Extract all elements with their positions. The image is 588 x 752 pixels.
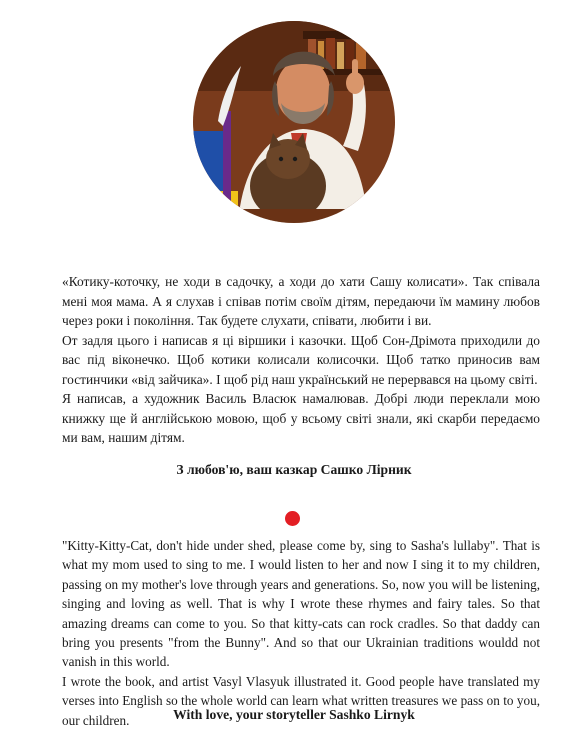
- storyteller-with-cat-photo-icon: [193, 21, 395, 223]
- english-signature: With love, your storyteller Sashko Lirnyk: [173, 707, 415, 722]
- red-divider-dot: [285, 511, 300, 526]
- english-paragraph-2: I wrote the book, and artist Vasyl Vlasyuk illustrated it. Good people have translated my verses into English so the whole world can learn what written treasures we pass on to you, our children.: [62, 673, 540, 728]
- ukrainian-signature: З любов'ю, ваш казкар Сашко Лірник: [176, 462, 412, 477]
- english-paragraph-1: "Kitty-Kitty-Cat, don't hide under shed, please come by, sing to Sasha's lullaby". That is what my mom used to sing to me. I would listen to her and now I sing it to my children, passing on my mother's love through years and generations. So, now you will be listening, singing and loving as well. That is why I wrote these rhymes and fairy tales. So that amazing dreams can come to you. So that kitty-cats can rock cradles. So that daddy can bring you presents "from the Bunny". And so that our Ukrainian traditions wouldd not vanish in this world.: [62, 538, 540, 670]
- ukrainian-paragraph-2: От задля цього і написав я ці віршики і казочки. Щоб Сон-Дрімота приходили до вас під віконечко. Щоб котики колисали колисочки. Щоб татко приносив вам гостинчики «від зайчика». І щоб рід наш український не перервався на цьому світі.: [62, 332, 540, 387]
- ukrainian-paragraph-3: Я написав, а художник Василь Власюк намалював. Добрі люди переклали мою книжку ще й англійською мовою, щоб у всьому світі знали, які скарби передаємо ми вам, нашим дітям.: [62, 391, 540, 445]
- ukrainian-paragraph-1: «Котику-коточку, не ходи в садочку, а ходи до хати Сашу колисати». Так співала мені моя мама. А я слухав і співав потім своїм дітям, передаючи їм мамину любов через роки і покоління. Так будете слухати, співати, любити і ви.: [62, 274, 540, 328]
- storyteller-portrait: [193, 21, 395, 223]
- ukrainian-intro: [62, 272, 540, 448]
- english-intro: [62, 536, 540, 730]
